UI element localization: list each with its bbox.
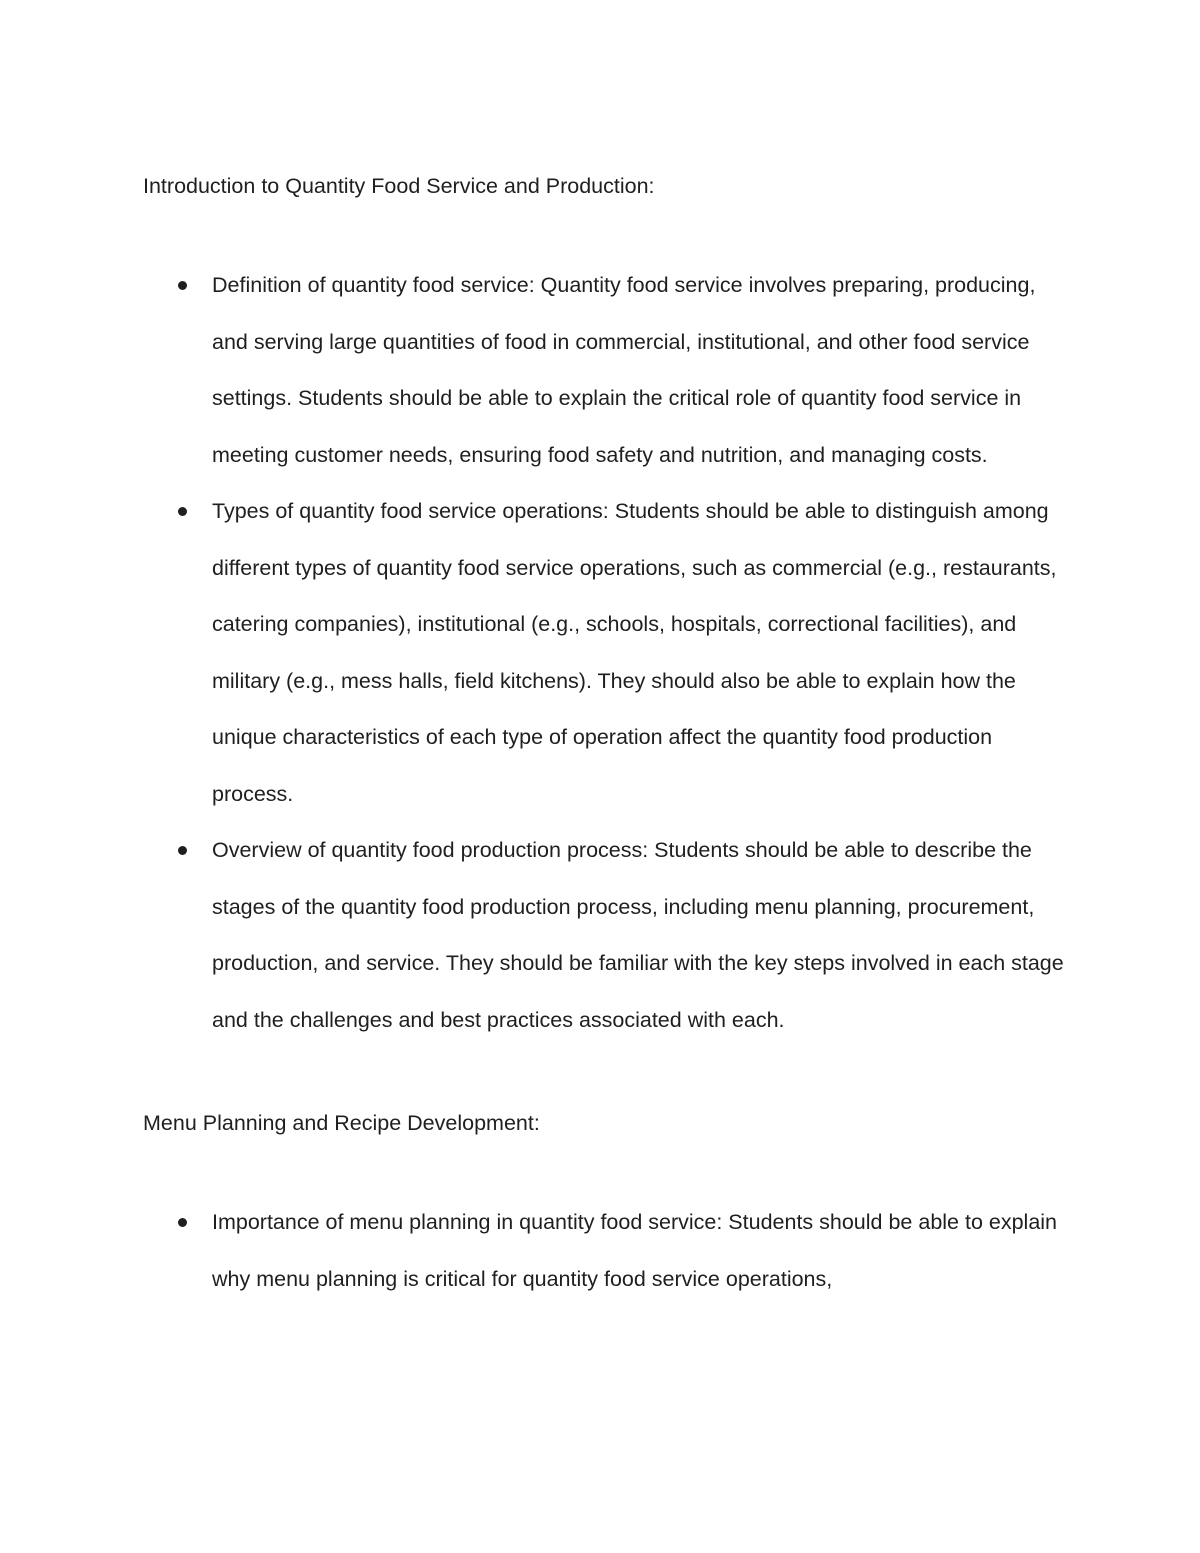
list-item-text: Definition of quantity food service: Quantity food service involves preparing, producing, and serving large quantities of food in commercial, institutional, and other food service settings. Students should be able to explain the critical role of quantity food service in meeting customer needs, ensuring food safety and nutrition, and managing costs. <box>212 273 1036 467</box>
list-item-text: Overview of quantity food production process: Students should be able to describe the stages of the quantity food production process, including menu planning, procurement, production, and service. They should be familiar with the key steps involved in each stage and the challenges and best practices associated with each. <box>212 838 1064 1032</box>
list-item <box>143 257 1073 483</box>
list-item-text: Types of quantity food service operations: Students should be able to distinguish among different types of quantity food service operations, such as commercial (e.g., restaurants, catering companies), institutional (e.g., schools, hospitals, correctional facilities), and military (e.g., mess halls, field kitchens). They should also be able to explain how the unique characteristics of each type of operation affect the quantity food production process. <box>212 499 1057 806</box>
menu-planning-bullet-list <box>143 1194 1073 1307</box>
list-item <box>143 822 1073 1048</box>
section-heading-introduction: Introduction to Quantity Food Service and Production: <box>143 174 655 198</box>
list-item <box>143 483 1073 822</box>
bullet-icon <box>178 281 187 290</box>
list-item-text: Importance of menu planning in quantity food service: Students should be able to explain why menu planning is critical for quantity food service operations, <box>212 1210 1058 1291</box>
bullet-icon <box>178 507 187 516</box>
list-item <box>143 1194 1073 1307</box>
bullet-icon <box>178 1218 187 1227</box>
document-content <box>143 166 1073 1307</box>
introduction-bullet-list <box>143 257 1073 1048</box>
bullet-icon <box>178 846 187 855</box>
section-heading-menu-planning: Menu Planning and Recipe Development: <box>143 1111 540 1135</box>
